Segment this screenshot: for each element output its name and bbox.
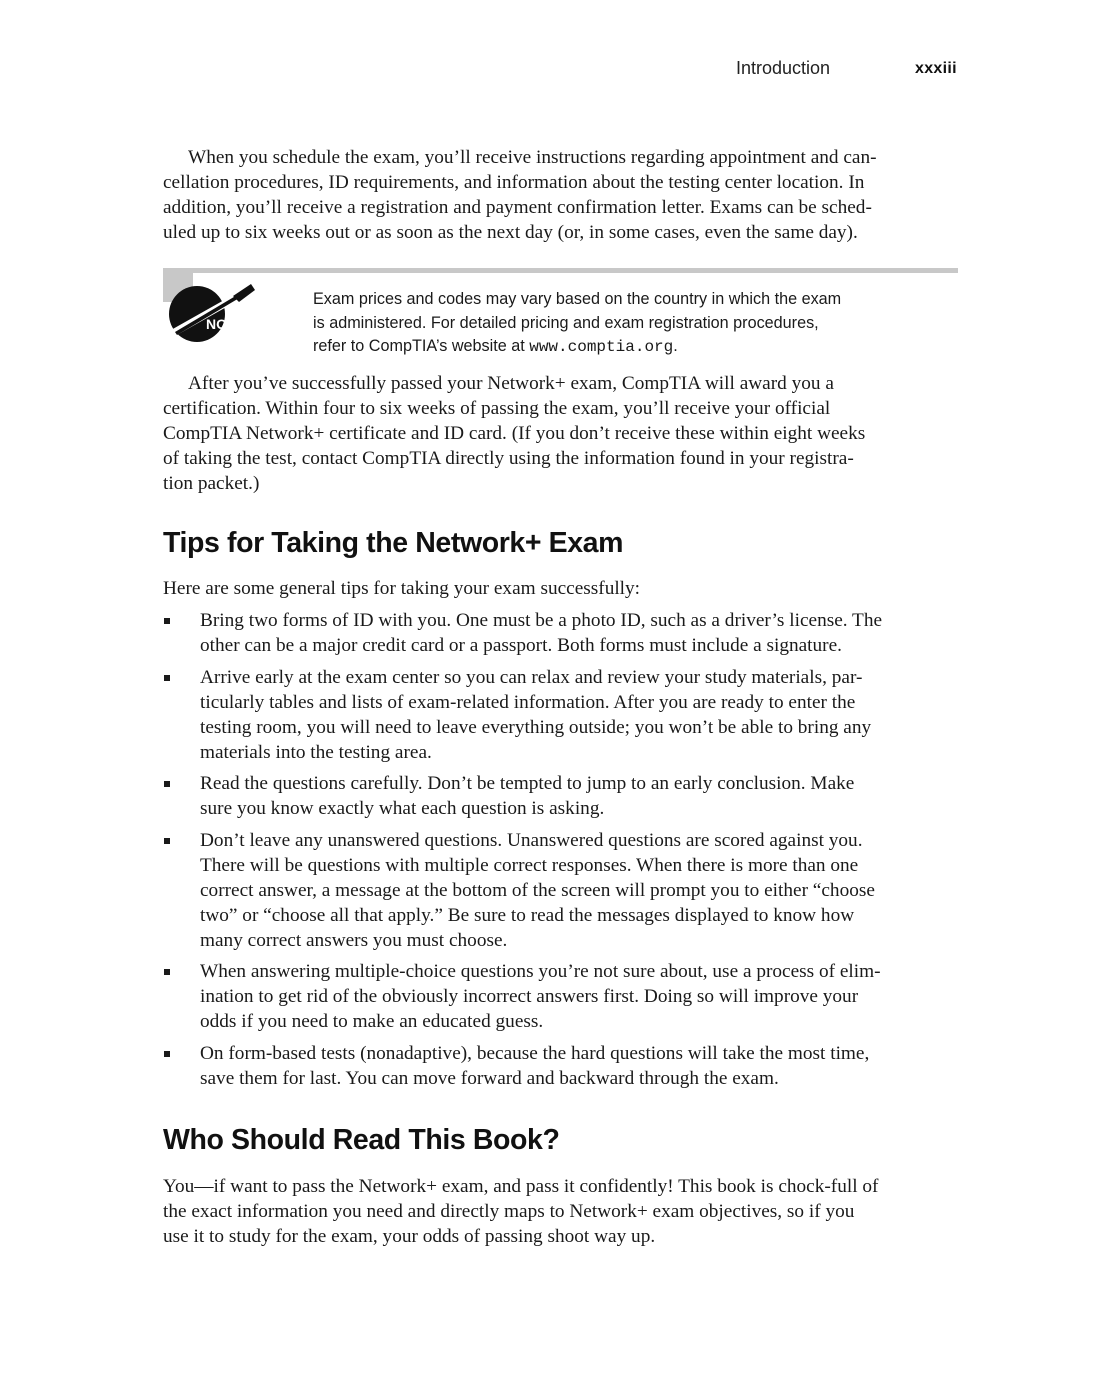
- text-line: two” or “choose all that apply.” Be sure to read the messages displayed to know how: [200, 904, 855, 926]
- text-line: addition, you’ll receive a registration and payment confirmation letter. Exams can be sched-: [163, 197, 872, 218]
- note-callout: [163, 268, 958, 362]
- text-line: Don’t leave any unanswered questions. Unanswered questions are scored against you.: [200, 829, 863, 851]
- text-line: sure you know exactly what each question is asking.: [200, 798, 605, 819]
- text-line: testing room, you will need to leave everything outside; you won’t be able to bring any: [200, 716, 872, 738]
- text-line: Arrive early at the exam center so you can relax and review your study materials, par-: [200, 666, 863, 688]
- list-item: [163, 828, 958, 953]
- paragraph-certification: [163, 371, 958, 496]
- text-line: ticularly tables and lists of exam-related information. After you are ready to enter the: [200, 691, 856, 713]
- note-icon-label: NOTE: [206, 316, 245, 332]
- text-line: CompTIA Network+ certificate and ID card. (If you don’t receive these within eight weeks: [163, 423, 866, 444]
- tips-list: [163, 608, 958, 1097]
- text-line: After you’ve successfully passed your Network+ exam, CompTIA will award you a: [188, 373, 834, 394]
- note-line-suffix: .: [673, 337, 678, 355]
- text-line: other can be a major credit card or a passport. Both forms must include a signature.: [200, 635, 842, 656]
- note-text: [313, 288, 963, 360]
- text-line: When you schedule the exam, you’ll receive instructions regarding appointment and can-: [188, 147, 877, 168]
- text-line: When answering multiple-choice questions you’re not sure about, use a process of elim-: [200, 961, 881, 982]
- text-line: cellation procedures, ID requirements, and information about the testing center location. In: [163, 172, 865, 193]
- bullet-icon: [164, 675, 170, 681]
- text-line: use it to study for the exam, your odds of passing shoot way up.: [163, 1226, 656, 1247]
- text-line: correct answer, a message at the bottom of the screen will prompt you to either “choose: [200, 879, 875, 901]
- text-line: You—if want to pass the Network+ exam, and pass it confidently! This book is chock-full of: [163, 1176, 879, 1197]
- note-line: [313, 335, 963, 360]
- list-item: [163, 608, 958, 658]
- text-line: save them for last. You can move forward and backward through the exam.: [200, 1067, 779, 1089]
- text-line: On form-based tests (nonadaptive), because the hard questions will take the most time,: [200, 1042, 870, 1064]
- note-line: Exam prices and codes may vary based on the country in which the exam: [313, 290, 842, 308]
- text-line: Bring two forms of ID with you. One must be a photo ID, such as a driver’s license. The: [200, 610, 883, 631]
- text-line: certification. Within four to six weeks of passing the exam, you’ll receive your official: [163, 398, 831, 419]
- paragraph-who: [163, 1174, 958, 1249]
- text-line: tion packet.): [163, 473, 260, 494]
- paragraph-schedule: [163, 145, 958, 245]
- bullet-icon: [164, 618, 170, 624]
- text-line: There will be questions with multiple correct responses. When there is more than one: [200, 854, 859, 876]
- tips-intro: Here are some general tips for taking your exam successfully:: [163, 578, 641, 599]
- text-line: the exact information you need and directly maps to Network+ exam objectives, so if you: [163, 1201, 855, 1222]
- note-icon: [163, 272, 255, 344]
- bullet-icon: [164, 781, 170, 787]
- bullet-icon: [164, 1051, 170, 1057]
- text-line: Read the questions carefully. Don’t be tempted to jump to an early conclusion. Make: [200, 773, 855, 794]
- text-line: many correct answers you must choose.: [200, 929, 508, 951]
- comptia-website-link[interactable]: www.comptia.org: [529, 338, 674, 356]
- text-line: materials into the testing area.: [200, 741, 432, 763]
- running-head-section: Introduction: [736, 58, 831, 78]
- text-line: of taking the test, contact CompTIA directly using the information found in your registra-: [163, 448, 854, 469]
- bullet-icon: [164, 838, 170, 844]
- list-item: [163, 1041, 958, 1091]
- note-line: is administered. For detailed pricing and exam registration procedures,: [313, 313, 819, 332]
- list-item: [163, 771, 958, 821]
- text-line: uled up to six weeks out or as soon as the next day (or, in some cases, even the same day).: [163, 222, 858, 243]
- note-line-prefix: refer to CompTIA’s website at: [313, 337, 530, 355]
- text-line: odds if you need to make an educated guess.: [200, 1011, 544, 1032]
- section-heading-tips: Tips for Taking the Network+ Exam: [163, 527, 624, 559]
- list-item: [163, 665, 958, 765]
- note-divider: [163, 268, 958, 273]
- page-number: xxxiii: [915, 60, 957, 77]
- text-line: ination to get rid of the obviously incorrect answers first. Doing so will improve your: [200, 986, 859, 1007]
- section-heading-who: Who Should Read This Book?: [163, 1124, 560, 1156]
- bullet-icon: [164, 969, 170, 975]
- list-item: [163, 959, 958, 1034]
